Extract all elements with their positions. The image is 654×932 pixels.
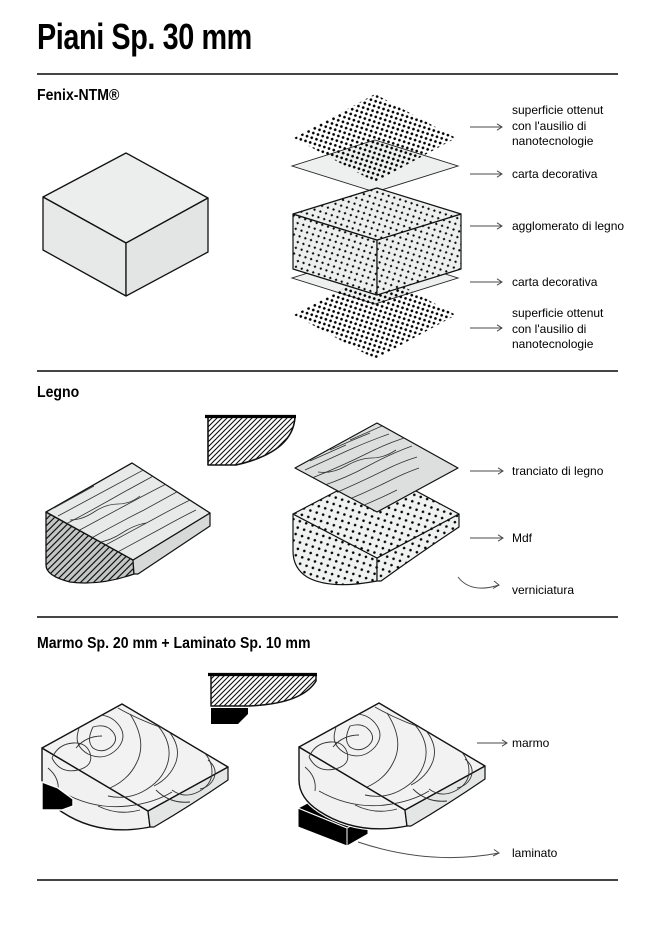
- arrow-superficie-bottom: [470, 325, 502, 331]
- page-title: Piani Sp. 30 mm: [37, 16, 252, 57]
- legno-exploded-group: [293, 423, 459, 585]
- arrow-agglomerato: [470, 223, 502, 229]
- section-heading-marmo: Marmo Sp. 20 mm + Laminato Sp. 10 mm: [37, 635, 311, 652]
- legno-edge-profile: [205, 417, 296, 466]
- section-heading-fenix: Fenix-NTM®: [37, 87, 120, 104]
- label-agglomerato: agglomerato di legno: [512, 219, 625, 233]
- label-carta-bottom: carta decorativa: [512, 275, 598, 289]
- label-marmo: marmo: [512, 736, 550, 750]
- arrow-carta-top: [470, 171, 502, 177]
- arrow-laminato: [358, 842, 499, 858]
- label-carta-top: carta decorativa: [512, 167, 598, 181]
- label-laminato: laminato: [512, 846, 558, 860]
- tranciato-veneer-sheet: [295, 423, 458, 512]
- marmo-edge-profile: [208, 675, 317, 725]
- arrow-mdf: [470, 535, 503, 541]
- label-superficie-bottom: superficie ottenut con l'ausilio di nanotecnologie: [512, 306, 604, 351]
- label-mdf: Mdf: [512, 531, 533, 545]
- section-heading-legno: Legno: [37, 384, 80, 401]
- label-superficie-top: superficie ottenut con l'ausilio di nanotecnologie: [512, 103, 604, 148]
- fenix-exploded-stack: [292, 94, 461, 359]
- arrow-carta-bottom: [470, 279, 502, 285]
- legno-solid-slab: [46, 460, 210, 583]
- label-verniciatura: verniciatura: [512, 583, 575, 597]
- arrow-tranciato: [470, 468, 503, 474]
- label-tranciato: tranciato di legno: [512, 464, 604, 478]
- arrow-verniciatura: [458, 577, 499, 589]
- fenix-solid-block: [43, 153, 208, 296]
- marmo-solid-slab: [42, 704, 228, 830]
- arrow-superficie-top: [470, 124, 502, 130]
- marmo-exploded-group: [298, 703, 485, 846]
- arrow-marmo: [477, 740, 507, 746]
- profile-laminate-block: [211, 708, 248, 724]
